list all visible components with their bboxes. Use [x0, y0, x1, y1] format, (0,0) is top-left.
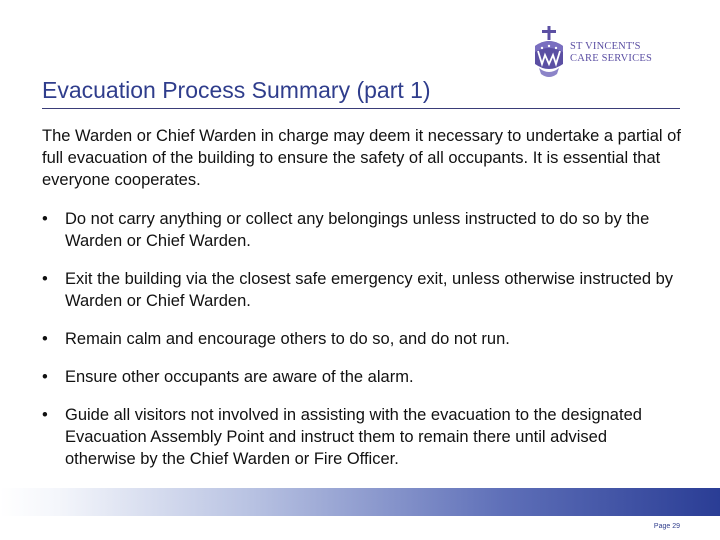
- list-item: [42, 208, 682, 252]
- bullet-text: Guide all visitors not involved in assisting with the evacuation to the designated Evacuation Assembly Point and instruct them to remain there until advised otherwise by the Chief Warden or Fire Officer.: [65, 406, 642, 468]
- bullet-text: Ensure other occupants are aware of the alarm.: [65, 368, 414, 386]
- list-item: [42, 328, 682, 350]
- bullet-text: Remain calm and encourage others to do so, and do not run.: [65, 330, 510, 348]
- crest-icon: [531, 24, 567, 86]
- page-number: Page 29: [653, 523, 680, 530]
- logo-line-1: ST VINCENT'S: [570, 41, 641, 52]
- logo-line-2: CARE SERVICES: [570, 53, 652, 64]
- bullet-icon: •: [42, 210, 48, 228]
- bullet-icon: •: [42, 406, 48, 424]
- bullet-text: Do not carry anything or collect any belongings unless instructed to do so by the Warden or Chief Warden.: [65, 210, 650, 250]
- st-vincents-logo: [531, 24, 691, 94]
- bullet-text: Exit the building via the closest safe emergency exit, unless otherwise instructed by Warden or Chief Warden.: [65, 270, 674, 310]
- intro-paragraph: The Warden or Chief Warden in charge may deem it necessary to undertake a partial of full evacuation of the building to ensure the safety of all occupants. It is essential that everyone cooperates.: [42, 127, 681, 189]
- page-title: Evacuation Process Summary (part 1): [42, 77, 431, 103]
- footer-gradient-bar: [0, 488, 720, 516]
- list-item: [42, 366, 682, 388]
- bullet-icon: •: [42, 270, 48, 288]
- logo-wordmark: [570, 41, 652, 65]
- title-divider: [42, 108, 680, 109]
- bullet-list: [42, 208, 682, 486]
- list-item: [42, 268, 682, 312]
- bullet-icon: •: [42, 330, 48, 348]
- list-item: [42, 404, 682, 470]
- bullet-icon: •: [42, 368, 48, 386]
